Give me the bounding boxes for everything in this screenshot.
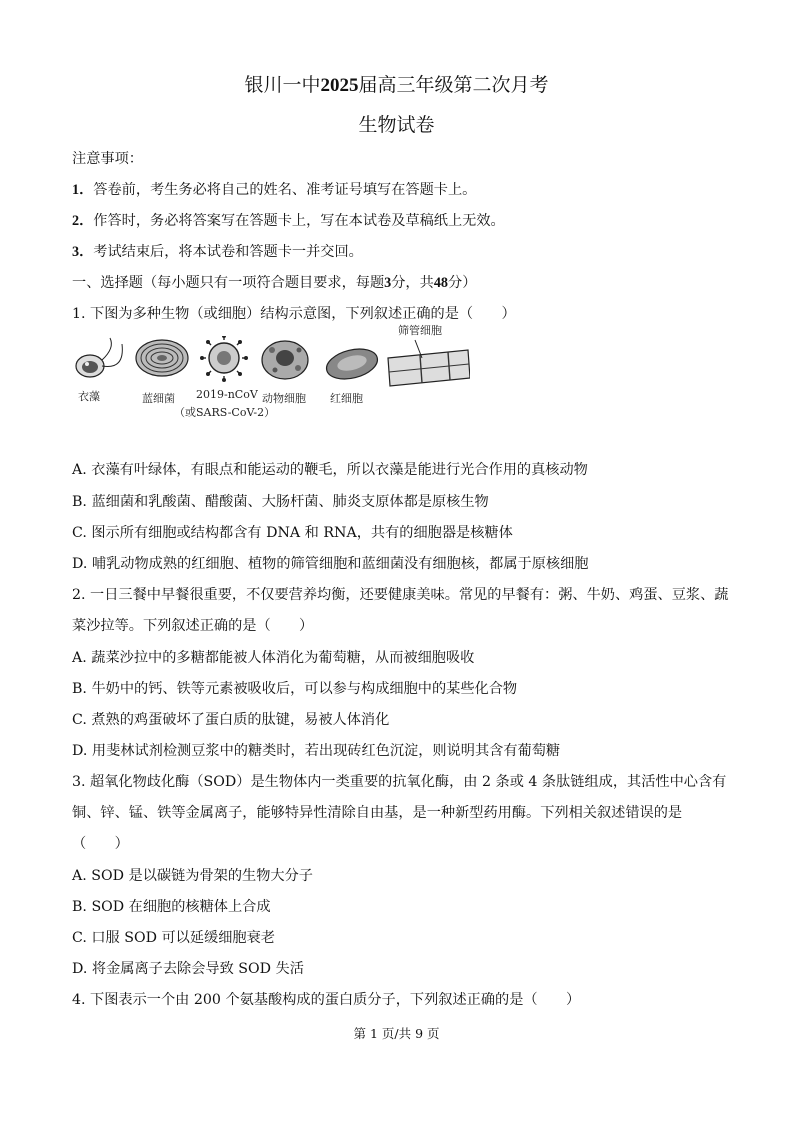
notice-item <box>72 181 476 199</box>
section-points: 3 <box>384 275 392 291</box>
section-post: 分） <box>448 275 477 291</box>
notice-item <box>72 212 505 230</box>
question-1-stem: 1. 下图为多种生物（或细胞）结构示意图，下列叙述正确的是（ ） <box>72 306 516 322</box>
figure-label-virus: 2019-nCoV <box>196 388 258 401</box>
figure-label-cyanobacteria: 蓝细菌 <box>142 392 175 405</box>
question-1-option-a: A. 衣藻有叶绿体，有眼点和能运动的鞭毛，所以衣藻是能进行光合作用的真核动物 <box>72 462 588 478</box>
coronavirus-image <box>200 336 248 382</box>
exam-subtitle: 生物试卷 <box>358 114 435 136</box>
figure-label-virus-alt: （或SARS-CoV-2） <box>174 406 276 419</box>
notice-item-num: 2． <box>72 213 94 229</box>
question-3-option-d: D. 将金属离子去除会导致 SOD 失活 <box>72 961 304 977</box>
notice-item-num: 1． <box>72 182 94 198</box>
figure-label-red-blood-cell: 红细胞 <box>330 392 363 405</box>
section-heading <box>72 274 476 292</box>
sieve-tube-image <box>388 340 470 386</box>
question-1-option-d: D. 哺乳动物成熟的红细胞、植物的筛管细胞和蓝细菌没有细胞核，都属于原核细胞 <box>72 556 589 572</box>
title-year: 2025 <box>320 75 359 96</box>
title-grade: 届高三年级第二次月考 <box>358 74 549 96</box>
question-2-option-c: C. 煮熟的鸡蛋破坏了蛋白质的肽键，易被人体消化 <box>72 712 390 728</box>
page-footer: 第 1 页/共 9 页 <box>353 1026 440 1041</box>
title-school: 银川一中 <box>244 74 321 96</box>
question-2-option-a: A. 蔬菜沙拉中的多糖都能被人体消化为葡萄糖，从而被细胞吸收 <box>72 650 475 666</box>
notice-item-text: 答卷前，考生务必将自己的姓名、准考证号填写在答题卡上。 <box>93 182 477 198</box>
notice-item <box>72 243 363 261</box>
red-blood-cell-image <box>323 344 380 384</box>
notice-item-text: 考试结束后，将本试卷和答题卡一并交回。 <box>93 244 363 260</box>
notice-item-text: 作答时，务必将答案写在答题卡上，写在本试卷及草稿纸上无效。 <box>93 213 505 229</box>
question-3-option-b: B. SOD 在细胞的核糖体上合成 <box>72 899 271 915</box>
animal-cell-image <box>262 341 308 379</box>
question-1-option-b: B. 蓝细菌和乳酸菌、醋酸菌、大肠杆菌、肺炎支原体都是原核生物 <box>72 494 489 510</box>
question-3-stem-line2: 铜、锌、锰、铁等金属离子，能够特异性清除自由基，是一种新型药用酶。下列相关叙述错误的是 <box>72 805 683 821</box>
notice-heading: 注意事项： <box>72 151 143 167</box>
section-total: 48 <box>433 275 448 291</box>
question-4-stem: 4. 下图表示一个由 200 个氨基酸构成的蛋白质分子，下列叙述正确的是（ ） <box>72 992 581 1008</box>
question-3-option-c: C. 口服 SOD 可以延缓细胞衰老 <box>72 930 275 946</box>
exam-title <box>0 70 793 97</box>
question-2-stem-line2: 菜沙拉等。下列叙述正确的是（ ） <box>72 618 314 634</box>
section-mid: 分，共 <box>391 275 434 291</box>
question-1-option-c: C. 图示所有细胞或结构都含有 DNA 和 RNA，共有的细胞器是核糖体 <box>72 525 513 541</box>
figure-label-animal-cell: 动物细胞 <box>262 392 306 405</box>
chlamydomonas-image <box>76 338 122 377</box>
question-2-stem-line1: 2. 一日三餐中早餐很重要，不仅要营养均衡，还要健康美味。常见的早餐有：粥、牛奶、鸡蛋、豆浆、蔬 <box>72 587 729 603</box>
figure-label-sieve-tube: 筛管细胞 <box>398 324 442 337</box>
cyanobacteria-image <box>136 340 188 376</box>
question-2-option-d: D. 用斐林试剂检测豆浆中的糖类时，若出现砖红色沉淀，则说明其含有葡萄糖 <box>72 743 561 759</box>
section-pre: 一、选择题（每小题只有一项符合题目要求，每题 <box>72 275 385 291</box>
organisms-figure <box>70 324 470 420</box>
notice-item-num: 3． <box>72 244 94 260</box>
question-3-stem-line1: 3. 超氧化物歧化酶（SOD）是生物体内一类重要的抗氧化酶，由 2 条或 4 条肽链组成，其活性中心含有 <box>72 774 727 790</box>
question-3-stem-line3: （ ） <box>72 836 129 852</box>
figure-label-chlamydomonas: 衣藻 <box>78 390 100 403</box>
question-3-option-a: A. SOD 是以碳链为骨架的生物大分子 <box>72 868 313 884</box>
question-2-option-b: B. 牛奶中的钙、铁等元素被吸收后，可以参与构成细胞中的某些化合物 <box>72 681 518 697</box>
